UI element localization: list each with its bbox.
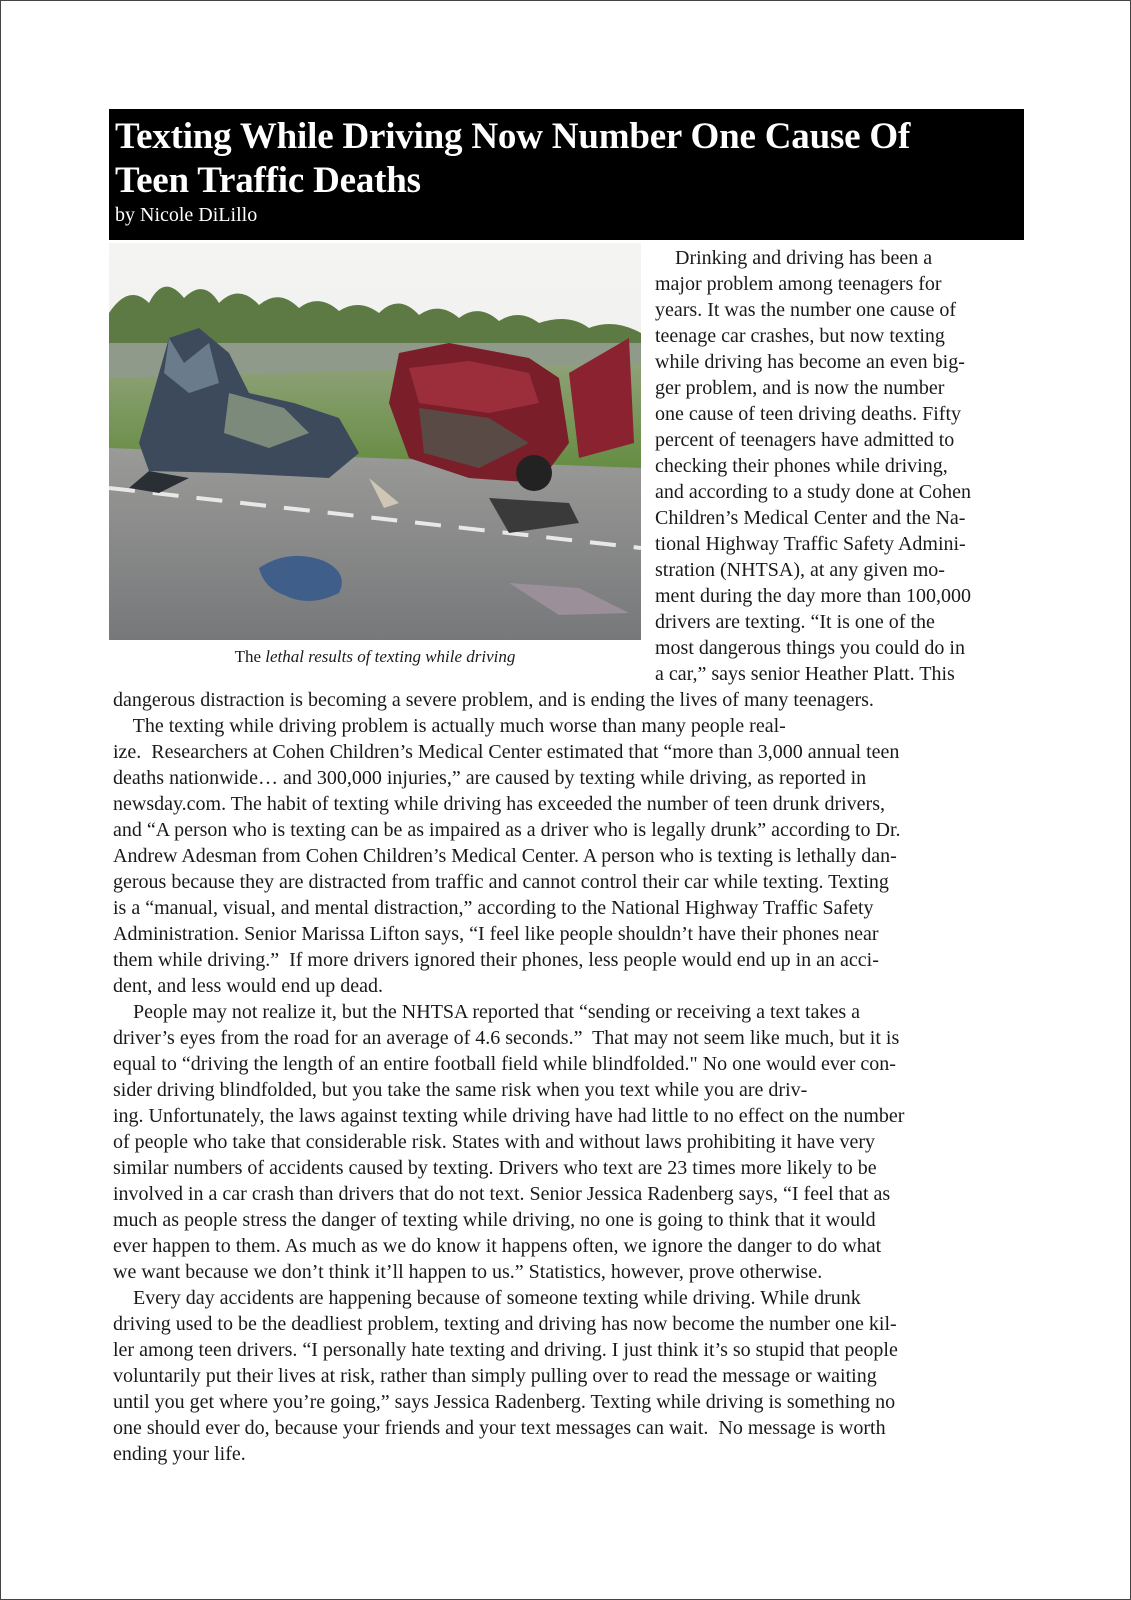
body-line: sider driving blindfolded, but you take the same risk when you text while you are driv- xyxy=(113,1079,808,1101)
column-line: percent of teenagers have admitted to xyxy=(655,429,955,451)
column-line: teenage car crashes, but now texting xyxy=(655,325,945,347)
article-body xyxy=(113,687,1028,1467)
crash-photo xyxy=(109,243,641,640)
column-line: a car,” says senior Heather Platt. This xyxy=(655,663,955,685)
body-line: Andrew Adesman from Cohen Children’s Medical Center. A person who is texting is lethally dan- xyxy=(113,845,897,867)
body-line: equal to “driving the length of an entire football field while blindfolded." No one would ever con- xyxy=(113,1053,896,1075)
body-line: dangerous distraction is becoming a severe problem, and is ending the lives of many teenagers. xyxy=(113,689,874,711)
body-line: Every day accidents are happening because of someone texting while driving. While drunk xyxy=(113,1287,861,1309)
column-line: drivers are texting. “It is one of the xyxy=(655,611,935,633)
body-line: similar numbers of accidents caused by texting. Drivers who text are 23 times more likely to be xyxy=(113,1157,877,1179)
column-line: and according to a study done at Cohen xyxy=(655,481,972,503)
body-line: Administration. Senior Marissa Lifton says, “I feel like people shouldn’t have their phones near xyxy=(113,923,879,945)
photo-caption xyxy=(109,646,641,668)
body-line: dent, and less would end up dead. xyxy=(113,975,383,997)
column-line: major problem among teenagers for xyxy=(655,273,942,295)
column-line: Drinking and driving has been a xyxy=(655,247,933,269)
column-line: ger problem, and is now the number xyxy=(655,377,945,399)
body-line: and “A person who is texting can be as impaired as a driver who is legally drunk” according to Dr. xyxy=(113,819,901,841)
column-line: most dangerous things you could do in xyxy=(655,637,965,659)
title-line-1: Texting While Driving Now Number One Cause Of xyxy=(115,116,911,157)
body-line: driver’s eyes from the road for an average of 4.6 seconds.” That may not seem like much, but it is xyxy=(113,1027,900,1049)
caption-prefix: The xyxy=(234,647,266,666)
column-line: one cause of teen driving deaths. Fifty xyxy=(655,403,962,425)
body-line: we want because we don’t think it’ll happen to us.” Statistics, however, prove otherwise. xyxy=(113,1261,823,1283)
body-line: The texting while driving problem is actually much worse than many people real- xyxy=(113,715,786,737)
body-line: newsday.com. The habit of texting while driving has exceeded the number of teen drunk drivers, xyxy=(113,793,885,815)
body-line: them while driving.” If more drivers ignored their phones, less people would end up in an acci- xyxy=(113,949,879,971)
body-line: ever happen to them. As much as we do know it happens often, we ignore the danger to do what xyxy=(113,1235,882,1257)
body-line: ize. Researchers at Cohen Children’s Medical Center estimated that “more than 3,000 annual teen xyxy=(113,741,900,763)
body-line: deaths nationwide… and 300,000 injuries,” are caused by texting while driving, as reported in xyxy=(113,767,867,789)
column-line: while driving has become an even big- xyxy=(655,351,965,373)
body-line: voluntarily put their lives at risk, rather than simply pulling over to read the message or waiting xyxy=(113,1365,877,1387)
body-line: of people who take that considerable risk. States with and without laws prohibiting it have very xyxy=(113,1131,876,1153)
column-line: tional Highway Traffic Safety Admini- xyxy=(655,533,966,555)
body-line: until you get where you’re going,” says Jessica Radenberg. Texting while driving is something no xyxy=(113,1391,896,1413)
body-line: one should ever do, because your friends and your text messages can wait. No message is worth xyxy=(113,1417,886,1439)
body-line: ending your life. xyxy=(113,1443,246,1465)
body-line: gerous because they are distracted from traffic and cannot control their car while texting. Texting xyxy=(113,871,889,893)
title-line-2: Teen Traffic Deaths xyxy=(115,160,421,201)
column-line: years. It was the number one cause of xyxy=(655,299,956,321)
body-line: ler among teen drivers. “I personally hate texting and driving. I just think it’s so stupid that people xyxy=(113,1339,898,1361)
article-title xyxy=(115,115,1018,203)
body-line: ing. Unfortunately, the laws against texting while driving have had little to no effect on the number xyxy=(113,1105,905,1127)
article-header xyxy=(109,109,1024,240)
caption-italic: lethal results of texting while driving xyxy=(265,647,516,666)
body-line: involved in a car crash than drivers that do not text. Senior Jessica Radenberg says, “I feel that as xyxy=(113,1183,891,1205)
column-line: stration (NHTSA), at any given mo- xyxy=(655,559,945,581)
body-line: driving used to be the deadliest problem, texting and driving has now become the number one kil- xyxy=(113,1313,897,1335)
byline: by Nicole DiLillo xyxy=(115,204,258,226)
body-line: much as people stress the danger of texting while driving, no one is going to think that it would xyxy=(113,1209,876,1231)
column-line: Children’s Medical Center and the Na- xyxy=(655,507,966,529)
column-line: checking their phones while driving, xyxy=(655,455,948,477)
intro-column xyxy=(655,245,1025,687)
body-line: People may not realize it, but the NHTSA reported that “sending or receiving a text takes a xyxy=(113,1001,860,1023)
body-line: is a “manual, visual, and mental distraction,” according to the National Highway Traffic Safety xyxy=(113,897,874,919)
column-line: ment during the day more than 100,000 xyxy=(655,585,972,607)
